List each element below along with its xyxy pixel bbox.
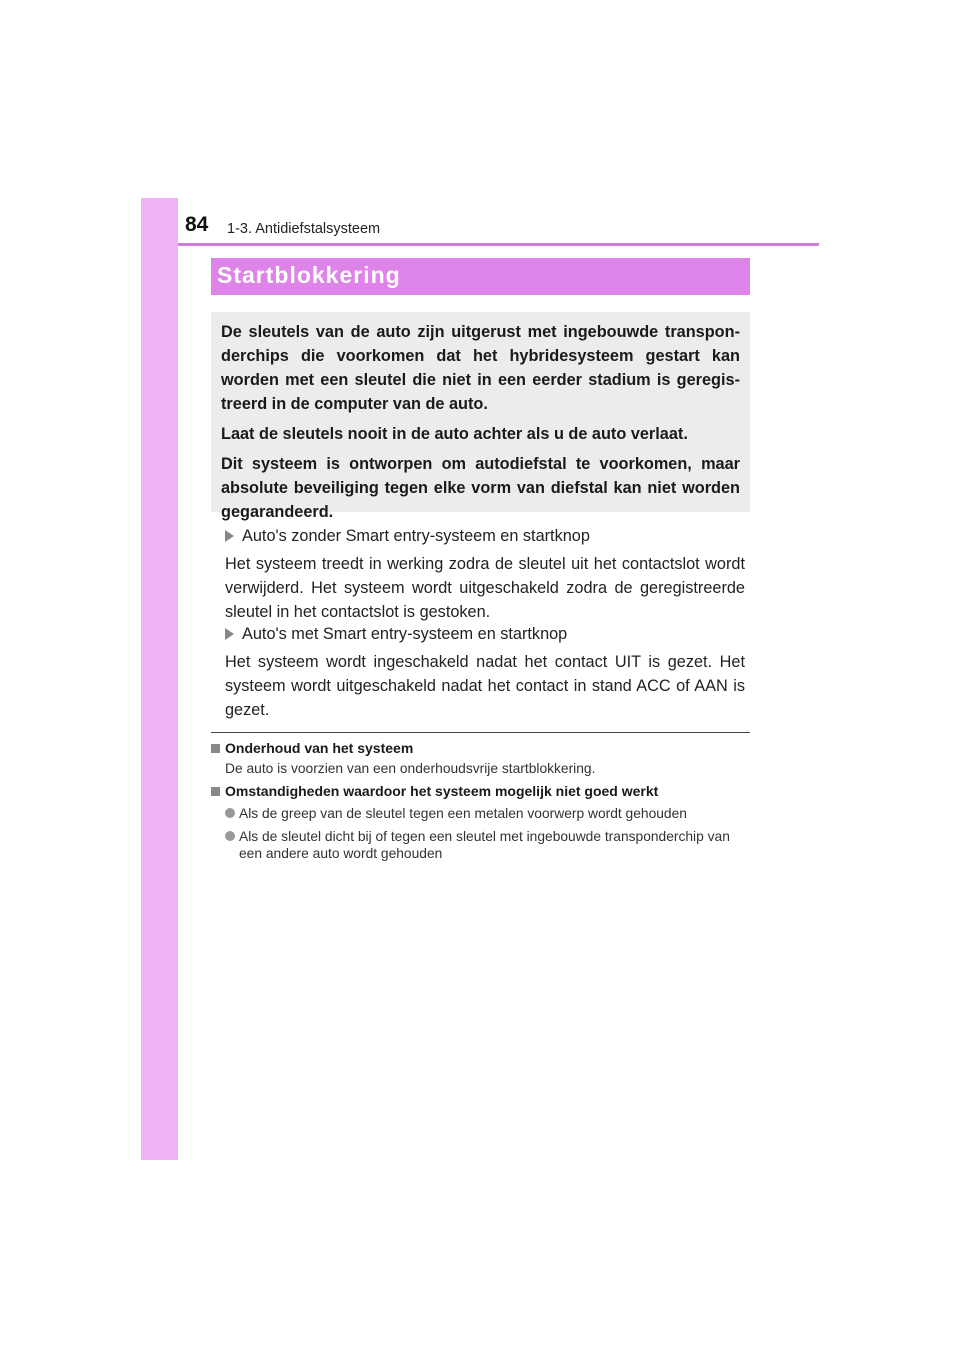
circle-bullet-icon <box>225 831 235 841</box>
list-item: Als de greep van de sleutel tegen een metalen voorwerp wordt gehouden <box>225 805 750 822</box>
triangle-bullet-icon <box>225 628 234 640</box>
intro-paragraph: De sleutels van de auto zijn uitgerust met ingebouwde transponderchips die voorkomen dat het hybridesysteem gestart kan worden met een sleutel die niet in een eerder stadium is geregistreerd in de computer van de auto. <box>221 323 740 413</box>
intro-box <box>211 312 750 521</box>
subsection-heading: Auto's zonder Smart entry-systeem en startknop <box>225 527 590 546</box>
section-label: 1-3. Antidiefstalsysteem <box>227 221 381 237</box>
page-title: Startblokkering <box>217 262 401 288</box>
square-bullet-icon <box>211 787 220 796</box>
triangle-bullet-icon <box>225 530 234 542</box>
note-heading: Omstandigheden waardoor het systeem mogelijk niet goed werkt <box>211 783 658 799</box>
page-number: 84 <box>185 213 209 236</box>
intro-paragraph: Dit systeem is ontworpen om autodiefstal te voorkomen, maar absolute beveiliging tegen elke vorm van diefstal kan niet worden gegarandeerd. <box>221 455 740 521</box>
square-bullet-icon <box>211 744 220 753</box>
subsection-text: Het systeem treedt in werking zodra de sleutel uit het contactslot wordt verwijderd. Het systeem wordt uitgeschakeld zodra de geregistreerde sleutel in het contactslot is gestoken. <box>225 555 745 621</box>
chapter-side-tab <box>141 198 178 1160</box>
circle-bullet-icon <box>225 808 235 818</box>
header-rule <box>178 243 819 246</box>
note-text: De auto is voorzien van een onderhoudsvrije startblokkering. <box>225 761 596 776</box>
title-bar <box>211 258 750 295</box>
divider <box>211 732 750 733</box>
intro-paragraph: Laat de sleutels nooit in de auto achter als u de auto verlaat. <box>221 425 688 443</box>
note-heading: Onderhoud van het systeem <box>211 740 413 756</box>
list-item: Als de sleutel dicht bij of tegen een sleutel met ingebouwde transponderchip van een andere auto wordt gehouden <box>225 828 750 862</box>
subsection-heading: Auto's met Smart entry-systeem en startknop <box>225 625 567 644</box>
subsection-text: Het systeem wordt ingeschakeld nadat het contact UIT is gezet. Het systeem wordt uitgeschakeld nadat het contact in stand ACC of AAN is gezet. <box>225 653 745 719</box>
